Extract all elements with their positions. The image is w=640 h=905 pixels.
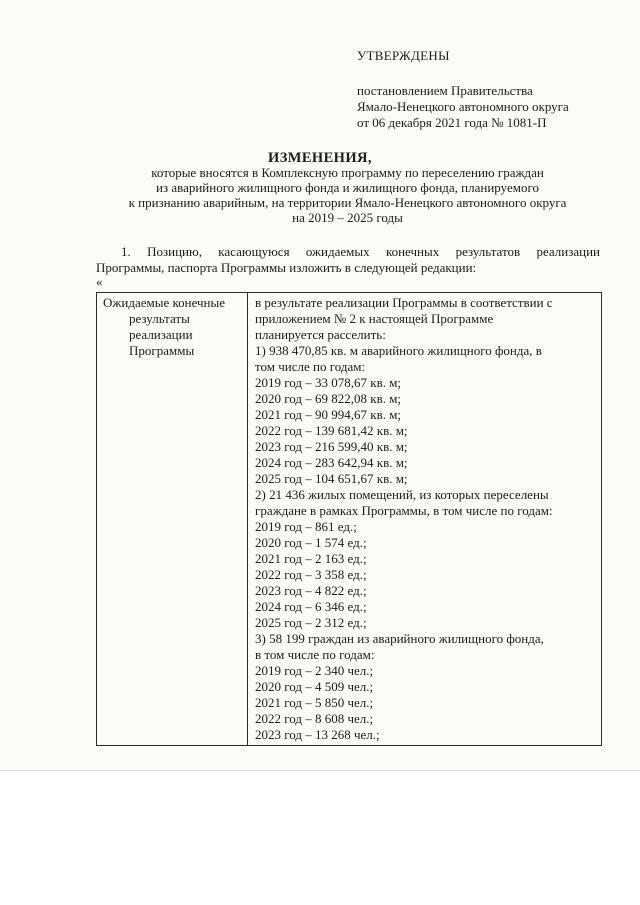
section-line: 3) 58 199 граждан из аварийного жилищного фонда, — [255, 631, 544, 646]
year-line: 2022 год – 3 358 ед.; — [255, 567, 367, 582]
label-line: Программы — [129, 343, 195, 358]
year-line: 2024 год – 6 346 ед.; — [255, 599, 367, 614]
label-line: результаты — [129, 311, 190, 326]
approval-block — [357, 48, 569, 131]
year-line: 2022 год – 8 608 чел.; — [255, 711, 374, 726]
section-line: в том числе по годам: — [255, 647, 375, 662]
year-line: 2021 год – 2 163 ед.; — [255, 551, 367, 566]
intro-line: планируется расселить: — [255, 327, 386, 342]
paragraph-line-1: 1. Позицию, касающуюся ожидаемых конечных результатов реализации — [121, 244, 600, 259]
opening-quote: « — [96, 274, 103, 289]
section-line: 2) 21 436 жилых помещений, из которых переселены — [255, 487, 549, 502]
label-line: Ожидаемые конечные — [103, 295, 226, 310]
year-line: 2020 год – 69 822,08 кв. м; — [255, 391, 402, 406]
amendment-paragraph — [96, 244, 600, 276]
year-line: 2023 год – 216 599,40 кв. м; — [255, 439, 408, 454]
program-results-table — [96, 292, 602, 746]
document-subtitle — [0, 165, 640, 225]
year-line: 2019 год – 861 ед.; — [255, 519, 357, 534]
year-line: 2025 год – 104 651,67 кв. м; — [255, 471, 408, 486]
section-line: том числе по годам: — [255, 359, 366, 374]
approval-heading: УТВЕРЖДЕНЫ — [357, 48, 450, 63]
approval-line-1: постановлением Правительства — [357, 83, 533, 98]
approval-line-3: от 06 декабря 2021 года № 1081-П — [357, 115, 547, 130]
year-line: 2021 год – 5 850 чел.; — [255, 695, 374, 710]
intro-line: приложением № 2 к настоящей Программе — [255, 311, 494, 326]
year-line: 2021 год – 90 994,67 кв. м; — [255, 407, 402, 422]
year-line: 2019 год – 33 078,67 кв. м; — [255, 375, 402, 390]
table-label-cell — [97, 293, 248, 746]
year-line: 2024 год – 283 642,94 кв. м; — [255, 455, 408, 470]
year-line: 2020 год – 4 509 чел.; — [255, 679, 374, 694]
year-line: 2022 год – 139 681,42 кв. м; — [255, 423, 408, 438]
year-line: 2023 год – 4 822 ед.; — [255, 583, 367, 598]
year-line: 2023 год – 13 268 чел.; — [255, 727, 380, 742]
year-line: 2020 год – 1 574 ед.; — [255, 535, 367, 550]
subtitle-line: к признанию аварийным, на территории Ямало-Ненецкого автономного округа — [128, 195, 567, 210]
label-line: реализации — [129, 327, 193, 342]
approval-line-2: Ямало-Ненецкого автономного округа — [357, 99, 569, 114]
subtitle-line: на 2019 – 2025 годы — [292, 210, 403, 225]
intro-line: в результате реализации Программы в соответствии с — [255, 295, 553, 310]
table-row — [97, 293, 602, 746]
document-title: ИЗМЕНЕНИЯ, — [268, 150, 372, 166]
year-line: 2025 год – 2 312 ед.; — [255, 615, 367, 630]
table-content-cell — [248, 293, 602, 746]
paragraph-line-2: Программы, паспорта Программы изложить в следующей редакции: — [96, 260, 477, 275]
subtitle-line: которые вносятся в Комплексную программу по переселению граждан — [151, 165, 544, 180]
section-line: граждане в рамках Программы, в том числе по годам: — [255, 503, 553, 518]
section-line: 1) 938 470,85 кв. м аварийного жилищного фонда, в — [255, 343, 542, 358]
year-line: 2019 год – 2 340 чел.; — [255, 663, 374, 678]
subtitle-line: из аварийного жилищного фонда и жилищного фонда, планируемого — [156, 180, 539, 195]
